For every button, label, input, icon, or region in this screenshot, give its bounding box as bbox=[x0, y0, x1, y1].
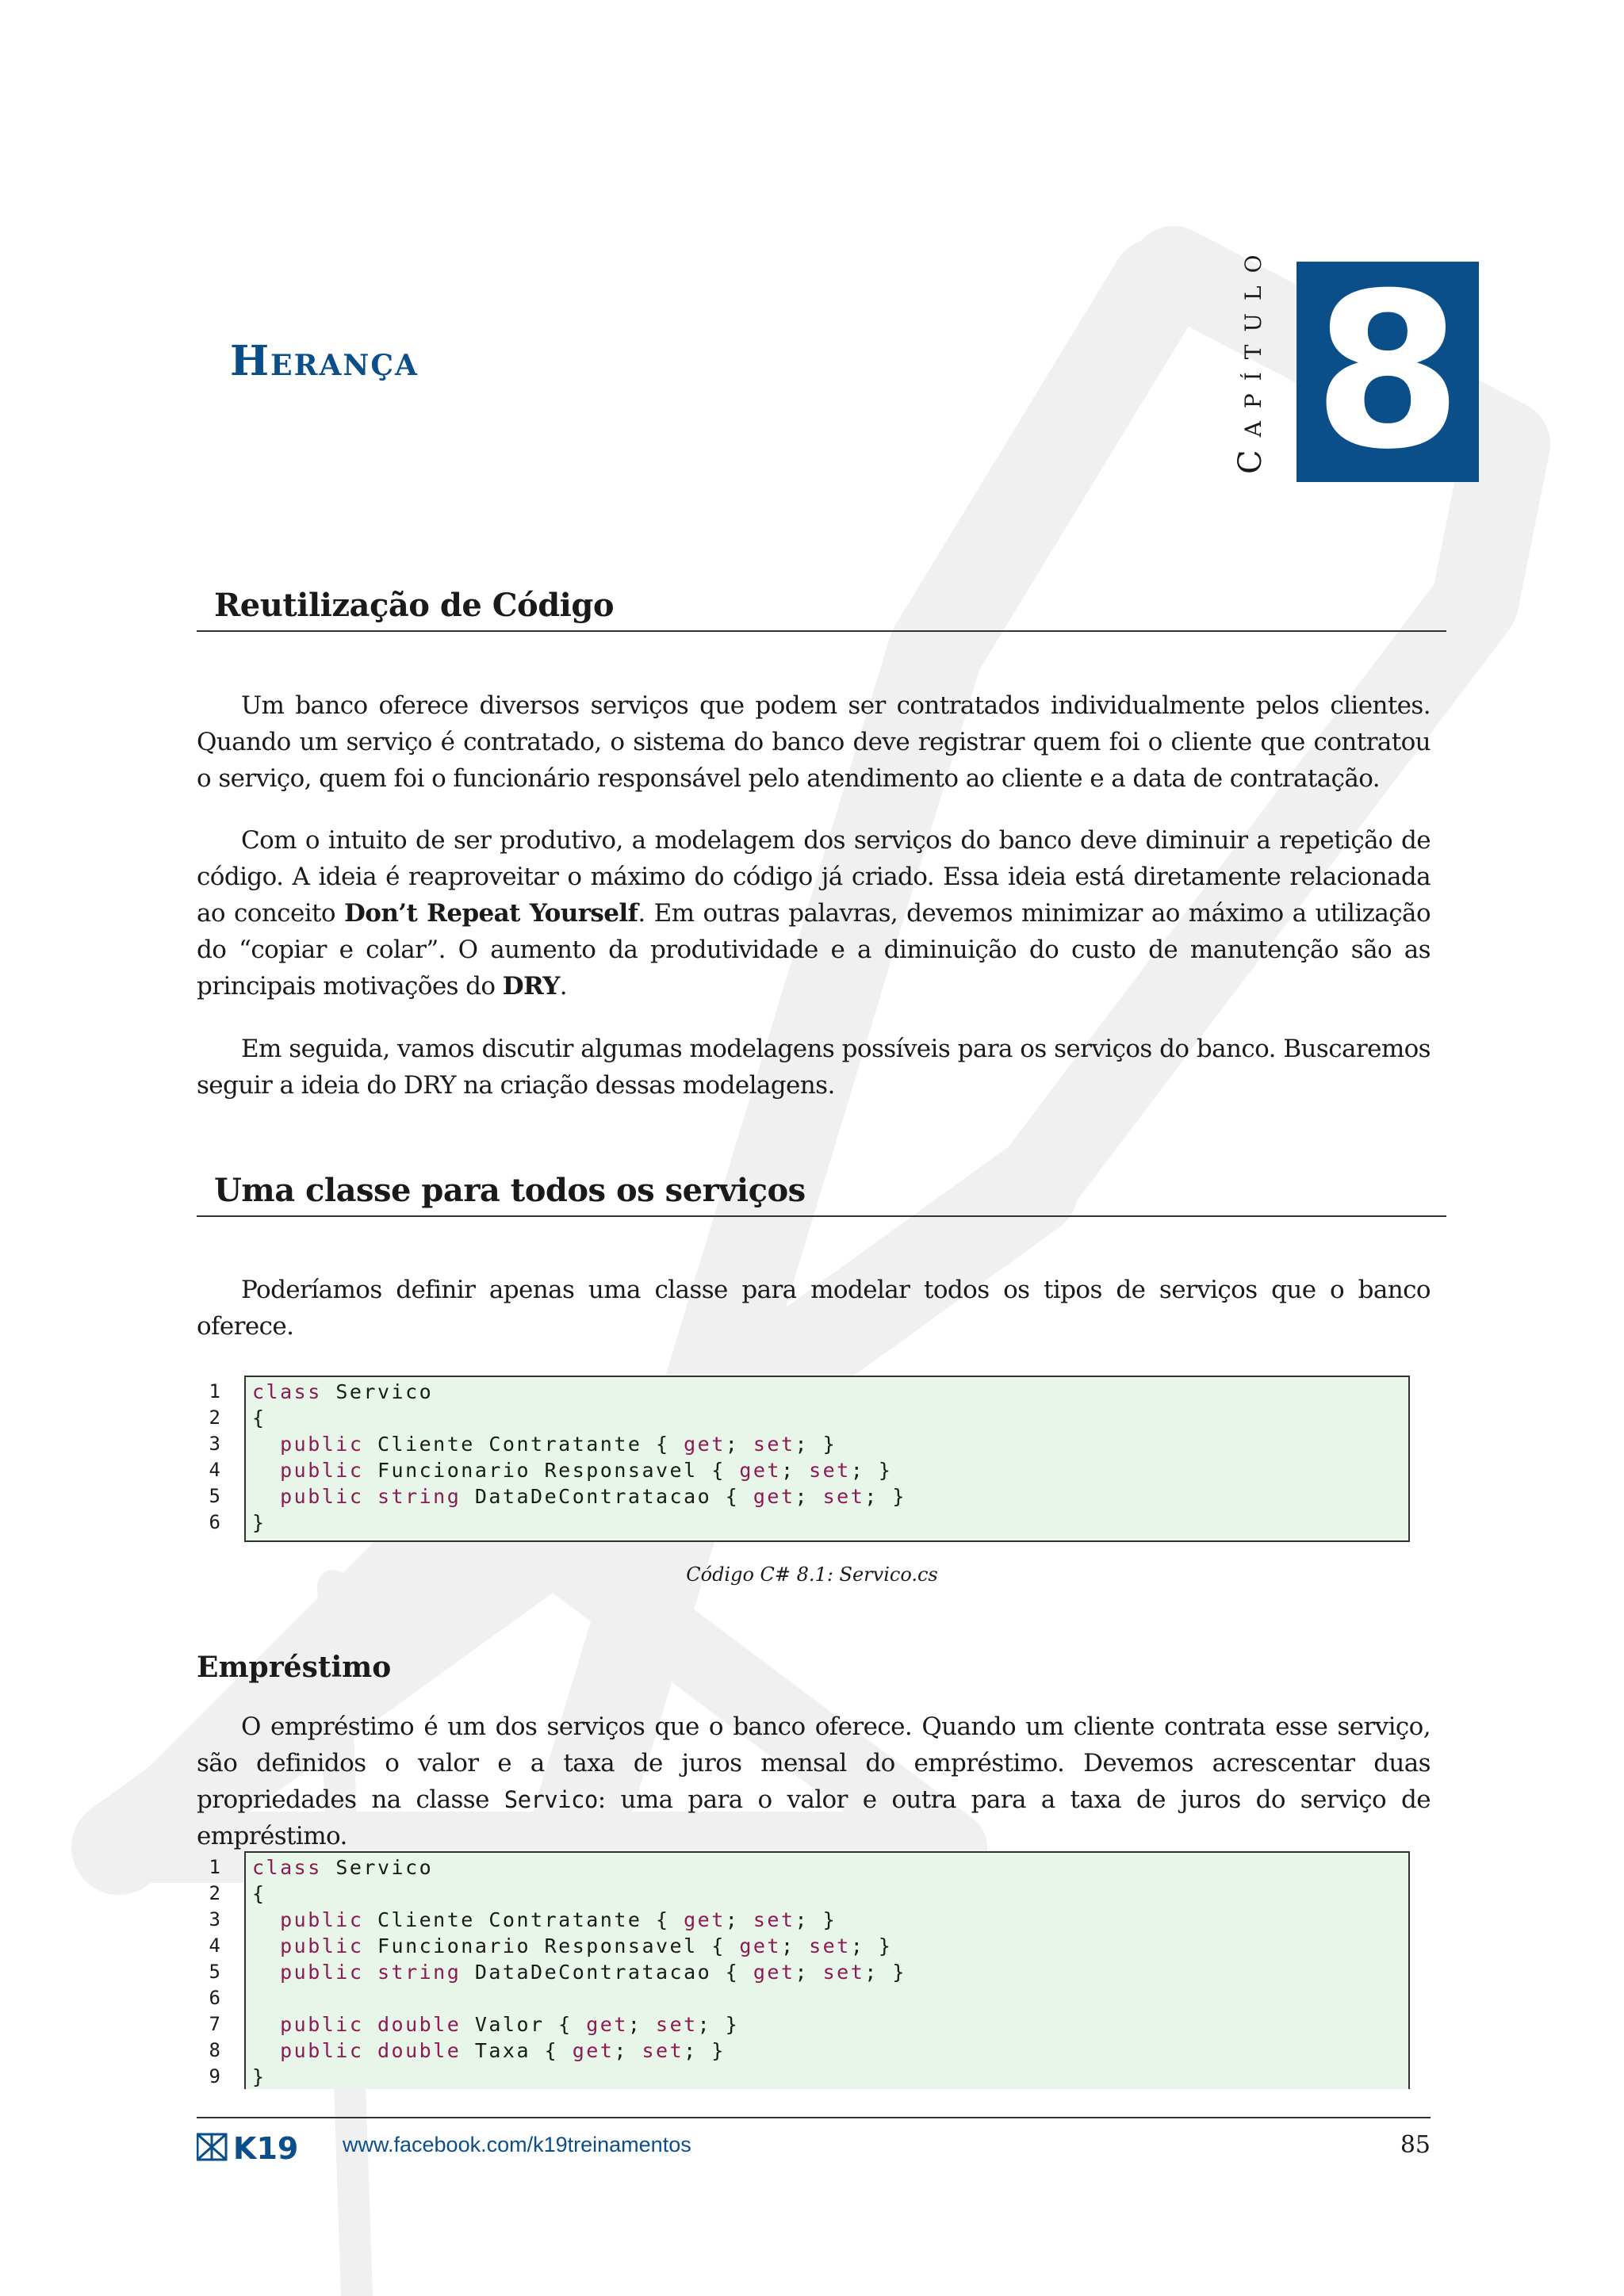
code-token: ; bbox=[795, 1961, 823, 1984]
code-keyword: get bbox=[753, 1485, 795, 1508]
code-text bbox=[252, 1483, 906, 1510]
line-number: 5 bbox=[209, 1485, 220, 1507]
code-keyword: get bbox=[753, 1961, 795, 1984]
code-keyword: public bbox=[252, 1433, 364, 1456]
code-token: ; bbox=[614, 2039, 642, 2062]
code-keyword: class bbox=[252, 1856, 322, 1879]
code-token: Valor { bbox=[461, 2013, 587, 2036]
paragraph: Poderíamos definir apenas uma classe para modelar todos os tipos de serviços que o banco oferece. bbox=[197, 1276, 1431, 1341]
text-span: . bbox=[559, 972, 568, 1001]
code-keyword: set bbox=[753, 1908, 795, 1931]
line-number: 2 bbox=[209, 1882, 220, 1904]
code-token: ; bbox=[725, 1433, 753, 1456]
line-number: 1 bbox=[209, 1380, 220, 1402]
line-number: 1 bbox=[209, 1856, 220, 1878]
code-listing-servico bbox=[182, 1376, 1410, 1542]
line-number: 9 bbox=[209, 2065, 220, 2087]
code-text bbox=[252, 1510, 266, 1536]
code-token: } bbox=[252, 2065, 266, 2088]
code-keyword: get bbox=[684, 1433, 726, 1456]
code-text bbox=[252, 2038, 726, 2064]
code-token: Cliente Contratante { bbox=[363, 1433, 684, 1456]
code-token: ; } bbox=[795, 1433, 837, 1456]
code-keyword: set bbox=[822, 1961, 865, 1984]
code-token: DataDeContratacao { bbox=[461, 1485, 753, 1508]
text-span: . Em outras palavras, devemos minimizar ao máximo a utilização do “copiar e colar”. O aumento da produtividade e a diminuição do custo de manutenção são as principais motivações do bbox=[197, 899, 1431, 1001]
code-caption: Código C# 8.1: Servico.cs bbox=[686, 1563, 938, 1586]
code-keyword: set bbox=[656, 2013, 698, 2036]
code-keyword: get bbox=[572, 2039, 615, 2062]
code-token: { bbox=[252, 1406, 266, 1429]
code-keyword: public string bbox=[252, 1961, 462, 1984]
code-keyword: class bbox=[252, 1380, 322, 1403]
code-token: Servico bbox=[321, 1856, 434, 1879]
code-token: Taxa { bbox=[461, 2039, 573, 2062]
code-token: } bbox=[252, 1511, 266, 1534]
code-token: ; } bbox=[684, 2039, 726, 2062]
chapter-number-box bbox=[1297, 247, 1479, 496]
code-keyword: public bbox=[252, 1934, 364, 1957]
code-keyword: set bbox=[809, 1459, 851, 1482]
line-number: 2 bbox=[209, 1406, 220, 1429]
code-token: ; bbox=[795, 1485, 823, 1508]
svg-text:K19: K19 bbox=[233, 2131, 299, 2163]
code-keyword: set bbox=[753, 1433, 795, 1456]
section-heading-uma-classe: Uma classe para todos os serviços bbox=[197, 1172, 1446, 1217]
code-token: DataDeContratacao { bbox=[461, 1961, 753, 1984]
code-token: ; } bbox=[864, 1961, 906, 1984]
paragraph: Um banco oferece diversos serviços que podem ser contratados individualmente pelos clientes. Quando um serviço é contratado, o sistema do banco deve registrar quem foi o cliente que contratou o serviço, quem foi o funcionário responsável pelo atendimento ao cliente e a data de contratação. bbox=[197, 691, 1431, 793]
code-text bbox=[252, 1881, 266, 1907]
line-number: 4 bbox=[209, 1459, 220, 1481]
term-dry: DRY bbox=[502, 972, 560, 1001]
text-span: O empréstimo é um dos serviços que o banco oferece. Quando um cliente contrata esse serviço, são definidos o valor e a taxa de juros mensal do empréstimo. Devemos acrescentar duas propriedades na classe bbox=[197, 1712, 1431, 1814]
code-text bbox=[252, 1933, 892, 1959]
code-keyword: get bbox=[586, 2013, 628, 2036]
line-number: 3 bbox=[209, 1908, 220, 1931]
code-token: ; } bbox=[850, 1459, 893, 1482]
paragraph-dry bbox=[197, 822, 1431, 1004]
code-keyword: get bbox=[739, 1459, 781, 1482]
code-keyword: get bbox=[684, 1908, 726, 1931]
code-token: Funcionario Responsavel { bbox=[363, 1459, 740, 1482]
code-text bbox=[252, 1457, 892, 1483]
code-keyword: set bbox=[809, 1934, 851, 1957]
text-span: Com o intuito de ser produtivo, a modelagem dos serviços do banco deve diminuir a repetição de código. A ideia é reaproveitar o máximo do código já criado. Essa ideia está diretamente relacionada ao conceito bbox=[197, 826, 1431, 928]
text-span: : uma para o valor e outra para a taxa de juros do serviço de empréstimo. bbox=[197, 1785, 1431, 1850]
subsection-heading-emprestimo: Empréstimo bbox=[197, 1651, 392, 1684]
code-token: ; bbox=[725, 1908, 753, 1931]
line-number: 3 bbox=[209, 1433, 220, 1455]
term-dont-repeat-yourself: Don’t Repeat Yourself bbox=[343, 899, 638, 928]
code-listing-servico-emprestimo bbox=[182, 1851, 1410, 2089]
code-token: ; } bbox=[864, 1485, 906, 1508]
line-number: 5 bbox=[209, 1961, 220, 1983]
code-text bbox=[252, 2064, 266, 2090]
code-token: ; } bbox=[850, 1934, 893, 1957]
code-token: Funcionario Responsavel { bbox=[363, 1934, 740, 1957]
chapter-label: Capítulo bbox=[1232, 242, 1269, 474]
code-token: ; bbox=[780, 1934, 810, 1957]
section-heading-reutilizacao: Reutilização de Código bbox=[197, 587, 1446, 632]
inline-code: Servico bbox=[504, 1786, 598, 1813]
code-token: ; bbox=[780, 1459, 810, 1482]
code-text bbox=[252, 1379, 433, 1405]
code-text bbox=[252, 1431, 837, 1457]
code-keyword: get bbox=[739, 1934, 781, 1957]
line-number: 6 bbox=[209, 1511, 220, 1533]
code-keyword: set bbox=[642, 2039, 684, 2062]
code-token: ; } bbox=[795, 1908, 837, 1931]
code-token: ; } bbox=[697, 2013, 740, 2036]
code-text bbox=[252, 1405, 266, 1431]
footer-facebook-link[interactable]: www.facebook.com/k19treinamentos bbox=[343, 2133, 691, 2156]
code-text bbox=[252, 1854, 433, 1881]
code-keyword: public double bbox=[252, 2039, 462, 2062]
chapter-title: Herança bbox=[230, 337, 419, 385]
code-token: { bbox=[252, 1882, 266, 1905]
code-keyword: public double bbox=[252, 2013, 462, 2036]
paragraph-emprestimo bbox=[197, 1709, 1431, 1854]
line-number: 8 bbox=[209, 2039, 220, 2061]
line-number: 6 bbox=[209, 1987, 220, 2009]
code-text bbox=[252, 2011, 739, 2038]
paragraph: Em seguida, vamos discutir algumas modelagens possíveis para os serviços do banco. Buscaremos seguir a ideia do DRY na criação dessas modelagens. bbox=[197, 1035, 1431, 1100]
code-text bbox=[252, 1959, 906, 1985]
code-token: Cliente Contratante { bbox=[363, 1908, 684, 1931]
line-number: 4 bbox=[209, 1934, 220, 1957]
code-keyword: public bbox=[252, 1908, 364, 1931]
code-text bbox=[252, 1907, 837, 1933]
code-keyword: set bbox=[822, 1485, 865, 1508]
line-number: 7 bbox=[209, 2013, 220, 2035]
page-number: 85 bbox=[1400, 2131, 1431, 2159]
code-token: Servico bbox=[321, 1380, 434, 1403]
code-token: ; bbox=[627, 2013, 657, 2036]
code-keyword: public bbox=[252, 1459, 364, 1482]
chapter-number: 8 bbox=[1313, 247, 1462, 496]
code-keyword: public string bbox=[252, 1485, 462, 1508]
footer-rule bbox=[197, 2117, 1431, 2118]
k19-logo bbox=[197, 2131, 324, 2163]
